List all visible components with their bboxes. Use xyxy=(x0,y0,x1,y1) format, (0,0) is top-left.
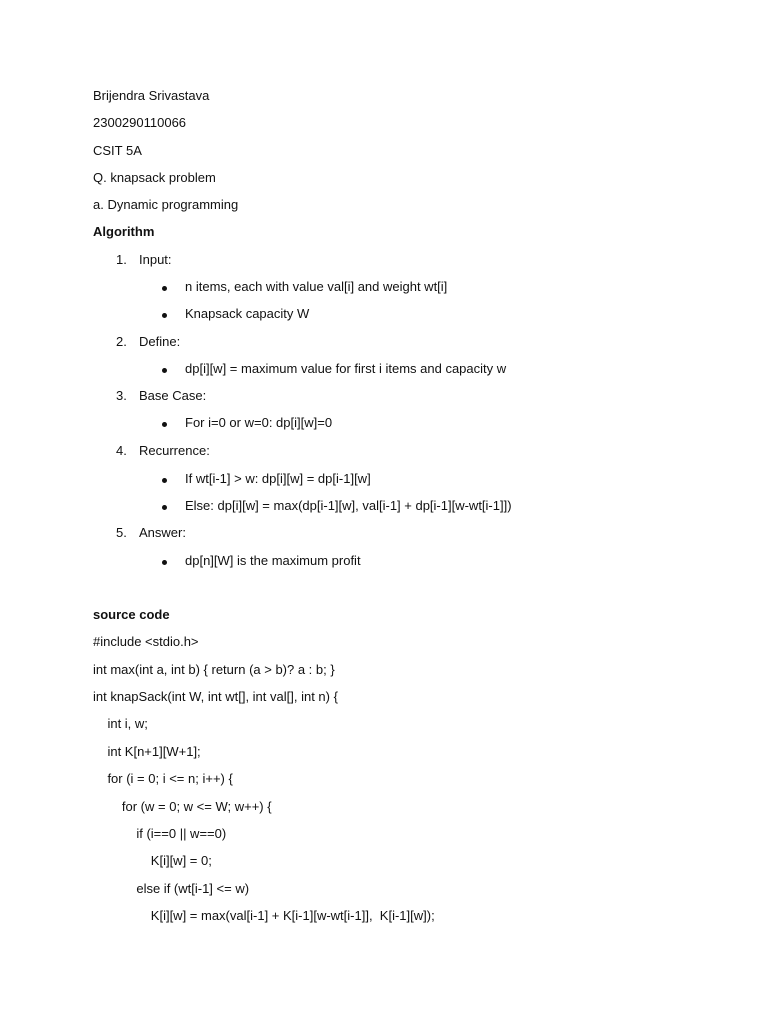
step-bullet-text: For i=0 or w=0: dp[i][w]=0 xyxy=(185,415,333,430)
algorithm-heading: Algorithm xyxy=(93,224,155,239)
code-line: for (w = 0; w <= W; w++) { xyxy=(93,799,272,814)
bullet-icon xyxy=(162,286,167,291)
code-line: K[i][w] = max(val[i-1] + K[i-1][w-wt[i-1]], K[i-1][w]); xyxy=(93,908,435,923)
step-bullet-text: If wt[i-1] > w: dp[i][w] = dp[i-1][w] xyxy=(185,471,371,486)
step-number: 3. xyxy=(116,388,127,403)
step-label: Recurrence: xyxy=(139,443,210,458)
author-name: Brijendra Srivastava xyxy=(93,88,210,103)
bullet-icon xyxy=(162,478,167,483)
code-line: K[i][w] = 0; xyxy=(93,853,212,868)
step-number: 4. xyxy=(116,443,127,458)
step-bullet-text: n items, each with value val[i] and weight wt[i] xyxy=(185,279,448,294)
step-bullet-text: dp[n][W] is the maximum profit xyxy=(185,553,361,568)
code-line: if (i==0 || w==0) xyxy=(93,826,227,841)
class-label: CSIT 5A xyxy=(93,143,142,158)
bullet-icon xyxy=(162,560,167,565)
step-label: Input: xyxy=(139,252,172,267)
step-label: Define: xyxy=(139,334,181,349)
bullet-icon xyxy=(162,368,167,373)
step-number: 5. xyxy=(116,525,127,540)
step-label: Base Case: xyxy=(139,388,207,403)
step-number: 1. xyxy=(116,252,127,267)
bullet-icon xyxy=(162,422,167,427)
bullet-icon xyxy=(162,313,167,318)
code-line: else if (wt[i-1] <= w) xyxy=(93,881,250,896)
code-line: int max(int a, int b) { return (a > b)? a : b; } xyxy=(93,662,335,677)
code-line: int K[n+1][W+1]; xyxy=(93,744,201,759)
roll-number: 2300290110066 xyxy=(93,115,187,130)
code-line: int knapSack(int W, int wt[], int val[], int n) { xyxy=(93,689,338,704)
code-line: #include <stdio.h> xyxy=(93,634,199,649)
step-bullet-text: Else: dp[i][w] = max(dp[i-1][w], val[i-1] + dp[i-1][w-wt[i-1]]) xyxy=(185,498,512,513)
code-line: for (i = 0; i <= n; i++) { xyxy=(93,771,233,786)
code-line: int i, w; xyxy=(93,716,148,731)
source-code-heading: source code xyxy=(93,607,170,622)
answer-text: a. Dynamic programming xyxy=(93,197,239,212)
bullet-icon xyxy=(162,505,167,510)
step-number: 2. xyxy=(116,334,127,349)
step-bullet-text: Knapsack capacity W xyxy=(185,306,310,321)
step-bullet-text: dp[i][w] = maximum value for first i items and capacity w xyxy=(185,361,507,376)
step-label: Answer: xyxy=(139,525,186,540)
question-text: Q. knapsack problem xyxy=(93,170,216,185)
